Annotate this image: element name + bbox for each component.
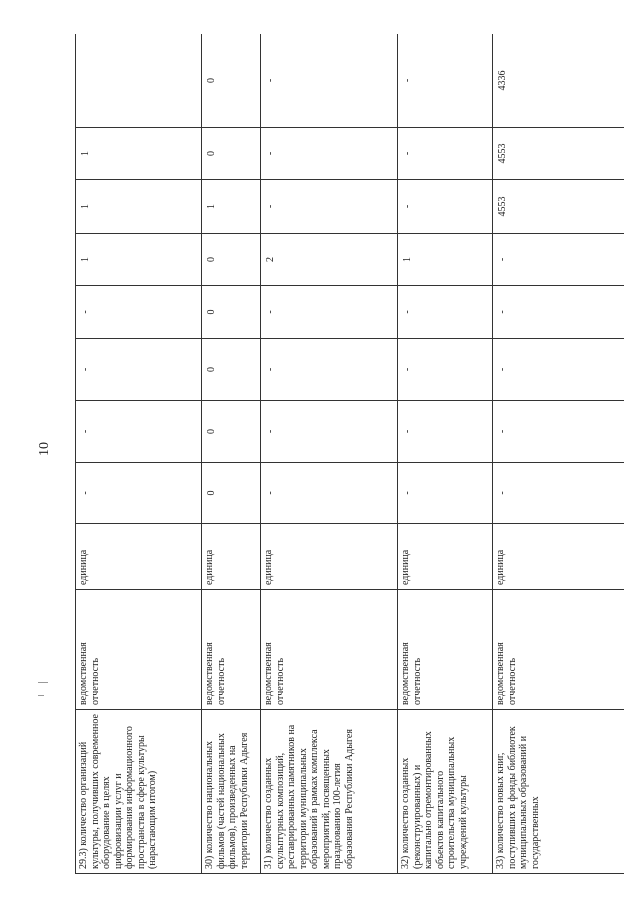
unit-cell: единица bbox=[202, 524, 261, 590]
source-cell: ведомственная отчетность bbox=[202, 590, 261, 710]
table-row bbox=[493, 34, 625, 874]
value-cell: - bbox=[398, 34, 493, 128]
unit-cell: единица bbox=[493, 524, 625, 590]
indicator-cell: 33) количество новых книг, поступивших в фонды библиотек муниципальных образований и государственных bbox=[493, 710, 625, 874]
value-cell: - bbox=[261, 180, 398, 234]
value-cell: - bbox=[261, 286, 398, 339]
value-cell: 1 bbox=[398, 234, 493, 286]
value-cell bbox=[76, 34, 202, 128]
source-cell: ведомственная отчетность bbox=[76, 590, 202, 710]
value-cell: 0 bbox=[202, 286, 261, 339]
indicator-cell: 30) количество национальных фильмов (частей национальных фильмов), произведенных на территории Республики Адыгея bbox=[202, 710, 261, 874]
value-cell: - bbox=[493, 463, 625, 524]
scan-mark bbox=[38, 682, 48, 683]
value-cell: - bbox=[398, 339, 493, 401]
value-cell: 1 bbox=[76, 234, 202, 286]
value-cell: 0 bbox=[202, 401, 261, 463]
unit-cell: единица bbox=[261, 524, 398, 590]
unit-cell: единица bbox=[398, 524, 493, 590]
value-cell: 4553 bbox=[493, 128, 625, 180]
value-cell: 1 bbox=[202, 180, 261, 234]
table-row bbox=[398, 34, 493, 874]
value-cell: - bbox=[261, 339, 398, 401]
indicator-cell: 29.3) количество организаций культуры, получивших современное оборудование в целях цифровизации услуг и формирования информационного пространства в сфере культуры (нарастающим итогом) bbox=[76, 710, 202, 874]
value-cell: 0 bbox=[202, 34, 261, 128]
value-cell: 0 bbox=[202, 339, 261, 401]
value-cell: 1 bbox=[76, 180, 202, 234]
scan-mark bbox=[38, 695, 44, 696]
indicator-cell: 32) количество созданных (реконструированных) и капитально отремонтированных объектов капитального строительства муниципальных учреждений культуры bbox=[398, 710, 493, 874]
value-cell: - bbox=[493, 401, 625, 463]
value-cell: 0 bbox=[202, 128, 261, 180]
table-row bbox=[261, 34, 398, 874]
value-cell: - bbox=[493, 234, 625, 286]
value-cell: - bbox=[493, 286, 625, 339]
value-cell: - bbox=[261, 34, 398, 128]
value-cell: - bbox=[261, 401, 398, 463]
source-cell: ведомственная отчетность bbox=[398, 590, 493, 710]
value-cell: 0 bbox=[202, 463, 261, 524]
value-cell: - bbox=[261, 463, 398, 524]
value-cell: 1 bbox=[76, 128, 202, 180]
source-cell: ведомственная отчетность bbox=[493, 590, 625, 710]
table-container bbox=[75, 34, 624, 874]
value-cell: - bbox=[76, 339, 202, 401]
value-cell: - bbox=[76, 401, 202, 463]
value-cell: - bbox=[76, 286, 202, 339]
value-cell: - bbox=[398, 401, 493, 463]
unit-cell: единица bbox=[76, 524, 202, 590]
value-cell: - bbox=[398, 286, 493, 339]
value-cell: 2 bbox=[261, 234, 398, 286]
table-row bbox=[76, 34, 202, 874]
source-cell: ведомственная отчетность bbox=[261, 590, 398, 710]
value-cell: - bbox=[398, 180, 493, 234]
value-cell: 4336 bbox=[493, 34, 625, 128]
table-row bbox=[202, 34, 261, 874]
indicators-table bbox=[75, 34, 624, 874]
value-cell: 0 bbox=[202, 234, 261, 286]
value-cell: - bbox=[398, 463, 493, 524]
value-cell: - bbox=[261, 128, 398, 180]
indicator-cell: 31) количество созданных скульптурных композиций, реставрированных памятников на территории муниципальных образований в рамках комплекса мероприятий, посвященных празднованию 100-летия образования Республики Адыгея bbox=[261, 710, 398, 874]
value-cell: 4553 bbox=[493, 180, 625, 234]
value-cell: - bbox=[493, 339, 625, 401]
value-cell: - bbox=[398, 128, 493, 180]
page-number: 10 bbox=[37, 442, 52, 456]
value-cell: - bbox=[76, 463, 202, 524]
